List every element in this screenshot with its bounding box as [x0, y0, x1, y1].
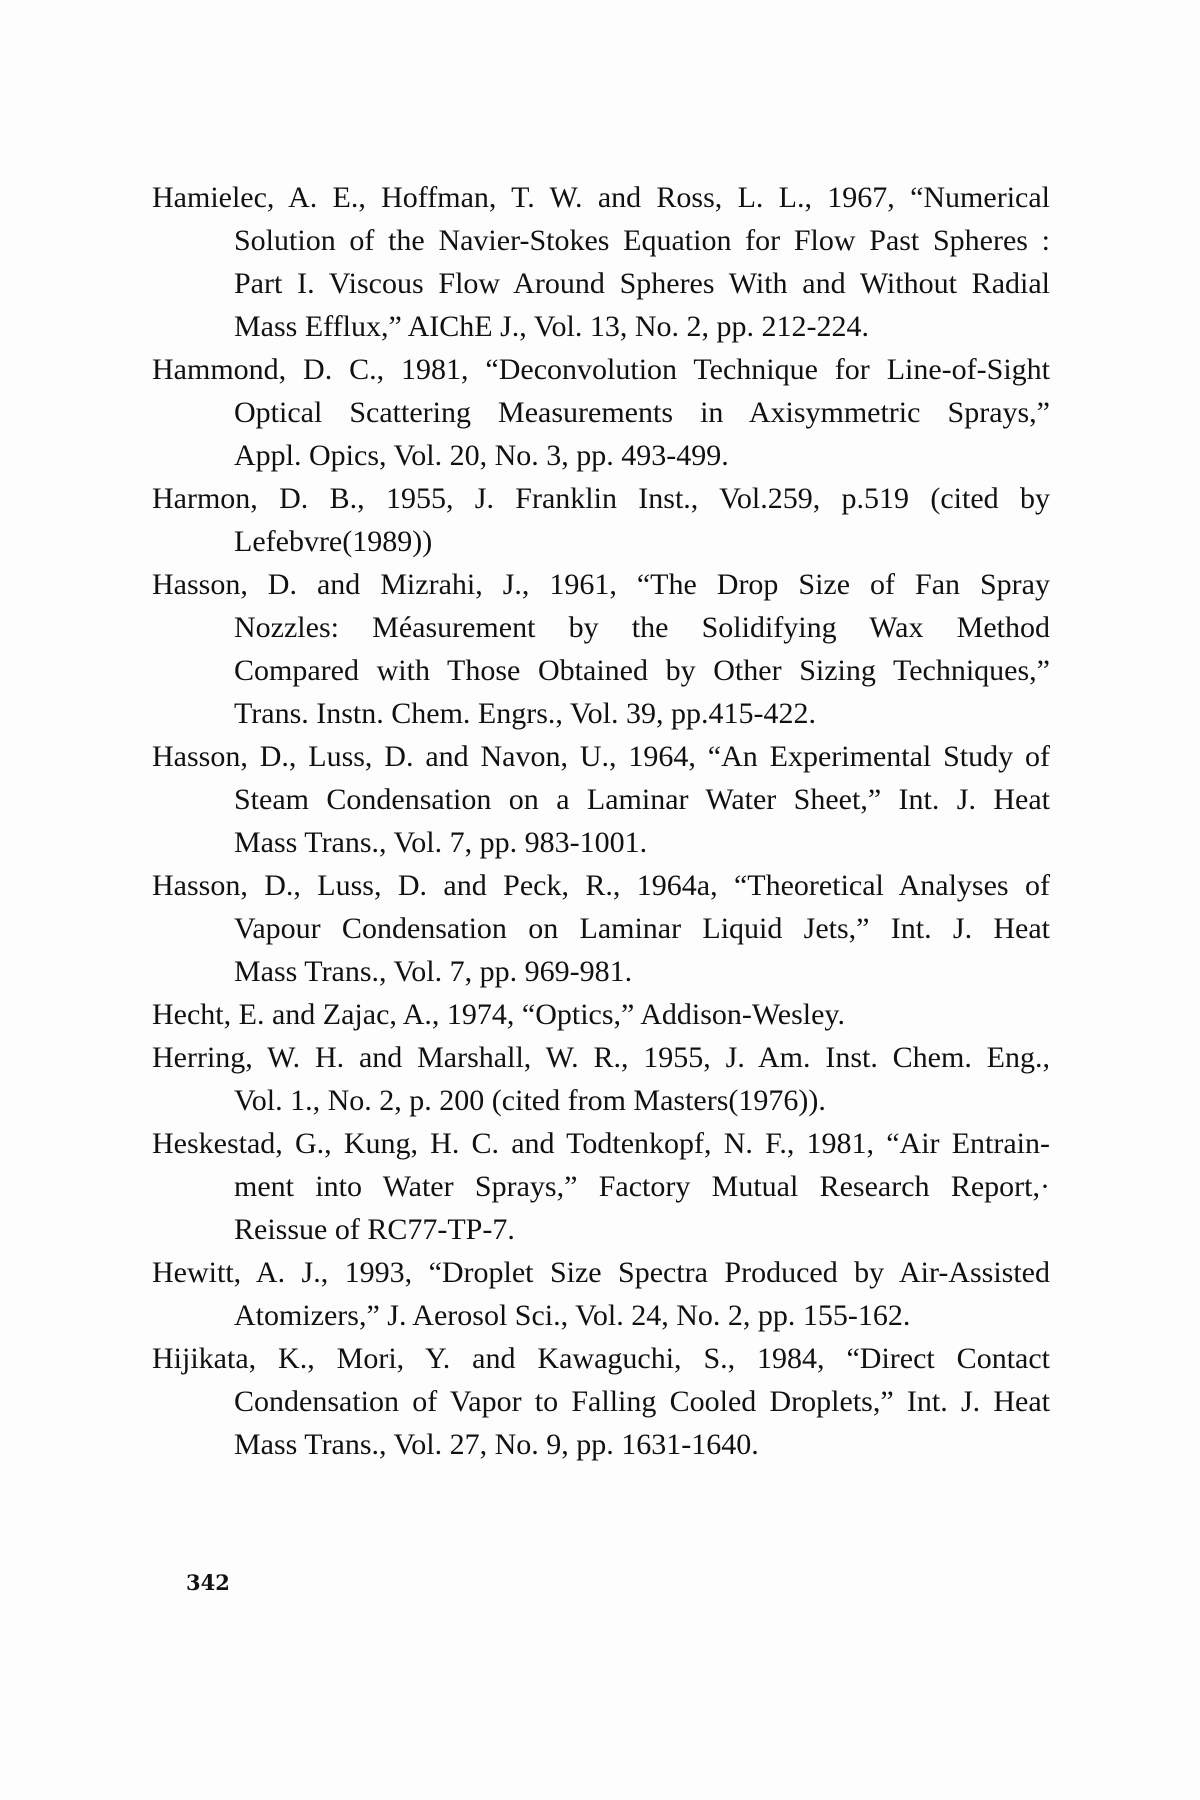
reference-entry	[152, 993, 1050, 1036]
reference-line: Hasson, D. and Mizrahi, J., 1961, “The Drop Size of Fan Spray	[152, 568, 1050, 601]
reference-line: Trans. Instn. Chem. Engrs., Vol. 39, pp.415-422.	[234, 697, 816, 730]
reference-entry	[152, 563, 1050, 735]
reference-line: Steam Condensation on a Laminar Water Sheet,” Int. J. Heat	[234, 783, 1050, 816]
reference-line: Reissue of RC77-TP-7.	[234, 1213, 515, 1246]
reference-line: Harmon, D. B., 1955, J. Franklin Inst., Vol.259, p.519 (cited by	[152, 482, 1050, 515]
reference-line: Herring, W. H. and Marshall, W. R., 1955, J. Am. Inst. Chem. Eng.,	[152, 1041, 1050, 1074]
reference-entry	[152, 348, 1050, 477]
reference-line: Mass Efflux,” AIChE J., Vol. 13, No. 2, pp. 212-224.	[234, 310, 870, 343]
reference-line: Solution of the Navier-Stokes Equation for Flow Past Spheres :	[234, 224, 1050, 257]
reference-line: Hamielec, A. E., Hoffman, T. W. and Ross, L. L., 1967, “Numerical	[152, 181, 1050, 214]
reference-entry	[152, 735, 1050, 864]
reference-line: Compared with Those Obtained by Other Sizing Techniques,”	[234, 654, 1050, 687]
reference-line: Heskestad, G., Kung, H. C. and Todtenkopf, N. F., 1981, “Air Entrain-	[152, 1127, 1050, 1160]
reference-line: Vol. 1., No. 2, p. 200 (cited from Masters(1976)).	[234, 1084, 826, 1117]
reference-line: Condensation of Vapor to Falling Cooled Droplets,” Int. J. Heat	[234, 1385, 1050, 1418]
reference-entry	[152, 176, 1050, 348]
reference-line: Hewitt, A. J., 1993, “Droplet Size Spectra Produced by Air-Assisted	[152, 1256, 1050, 1289]
reference-line: Mass Trans., Vol. 7, pp. 983-1001.	[234, 826, 648, 859]
reference-line: Optical Scattering Measurements in Axisymmetric Sprays,”	[234, 396, 1050, 429]
reference-line: Hecht, E. and Zajac, A., 1974, “Optics,” Addison-Wesley.	[152, 998, 845, 1031]
reference-line: Hammond, D. C., 1981, “Deconvolution Technique for Line-of-Sight	[152, 353, 1050, 386]
reference-entry	[152, 864, 1050, 993]
reference-line: Vapour Condensation on Laminar Liquid Jets,” Int. J. Heat	[234, 912, 1050, 945]
reference-entry	[152, 1036, 1050, 1122]
reference-entry	[152, 477, 1050, 563]
reference-entry	[152, 1122, 1050, 1251]
reference-list	[152, 176, 1050, 1466]
reference-line: Lefebvre(1989))	[234, 525, 433, 558]
reference-line: Hasson, D., Luss, D. and Navon, U., 1964, “An Experimental Study of	[152, 740, 1050, 773]
reference-line: Atomizers,” J. Aerosol Sci., Vol. 24, No. 2, pp. 155-162.	[234, 1299, 911, 1332]
reference-entry	[152, 1251, 1050, 1337]
reference-entry	[152, 1337, 1050, 1466]
reference-line: Mass Trans., Vol. 27, No. 9, pp. 1631-1640.	[234, 1428, 759, 1461]
reference-line: Hijikata, K., Mori, Y. and Kawaguchi, S., 1984, “Direct Contact	[152, 1342, 1050, 1375]
page-number: 342	[186, 1570, 230, 1595]
reference-line: Mass Trans., Vol. 7, pp. 969-981.	[234, 955, 633, 988]
reference-line: Appl. Opics, Vol. 20, No. 3, pp. 493-499.	[234, 439, 729, 472]
reference-line: ment into Water Sprays,” Factory Mutual Research Report,·	[234, 1170, 1050, 1203]
reference-line: Nozzles: Méasurement by the Solidifying Wax Method	[234, 611, 1050, 644]
reference-line: Part I. Viscous Flow Around Spheres With and Without Radial	[234, 267, 1050, 300]
reference-line: Hasson, D., Luss, D. and Peck, R., 1964a, “Theoretical Analyses of	[152, 869, 1050, 902]
